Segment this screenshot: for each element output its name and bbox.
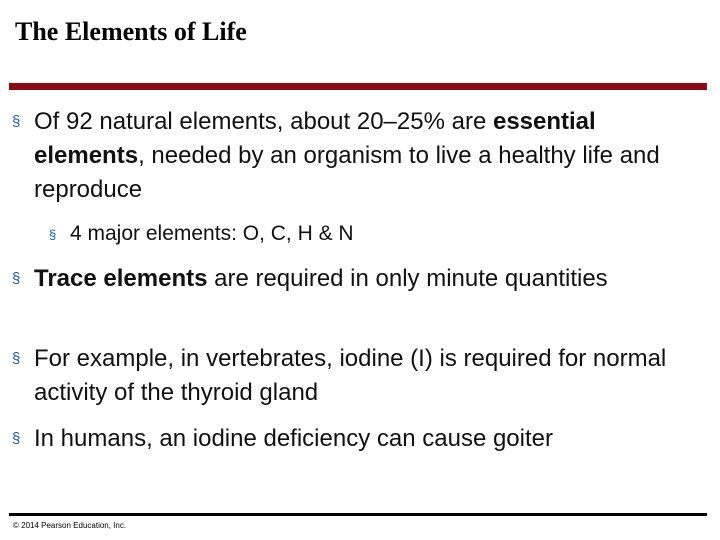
bullet-text (34, 342, 704, 410)
bullet-text-bold: essential elements (34, 108, 596, 169)
copyright-footer: © 2014 Pearson Education, Inc. (13, 521, 127, 530)
bullet-text (34, 422, 704, 456)
bullet-trace-elements (12, 262, 704, 296)
bullet-text-plain: , needed by an organism to live a healthy life and reproduce (34, 142, 660, 203)
bullet-text-plain: are required in only minute quantities (207, 265, 608, 292)
bullet-marker-icon: § (12, 113, 21, 130)
bullet-marker-icon: § (12, 430, 21, 447)
bullet-major-elements (49, 219, 700, 249)
bullet-marker-icon: § (12, 350, 21, 367)
bullet-essential-elements (12, 105, 704, 207)
bullet-text (70, 219, 700, 249)
bullet-iodine-example (12, 342, 704, 410)
bullet-text (34, 262, 704, 296)
bullet-marker-icon: § (49, 227, 57, 242)
bullet-text-plain: Of 92 natural elements, about 20–25% are (34, 108, 493, 135)
bullet-text-plain: For example, in vertebrates, iodine (I) is required for normal activity of the thyroid gland (34, 345, 667, 406)
bullet-text-plain: 4 major elements: O, C, H & N (70, 222, 354, 245)
title-divider (9, 83, 707, 90)
bullet-text-bold: Trace elements (34, 265, 208, 292)
bullet-text (34, 105, 704, 207)
slide-title: The Elements of Life (15, 17, 247, 46)
footer-divider (9, 513, 707, 516)
bullet-goiter (12, 422, 704, 456)
bullet-marker-icon: § (12, 270, 21, 287)
bullet-text-plain: In humans, an iodine deficiency can cause goiter (34, 425, 553, 452)
